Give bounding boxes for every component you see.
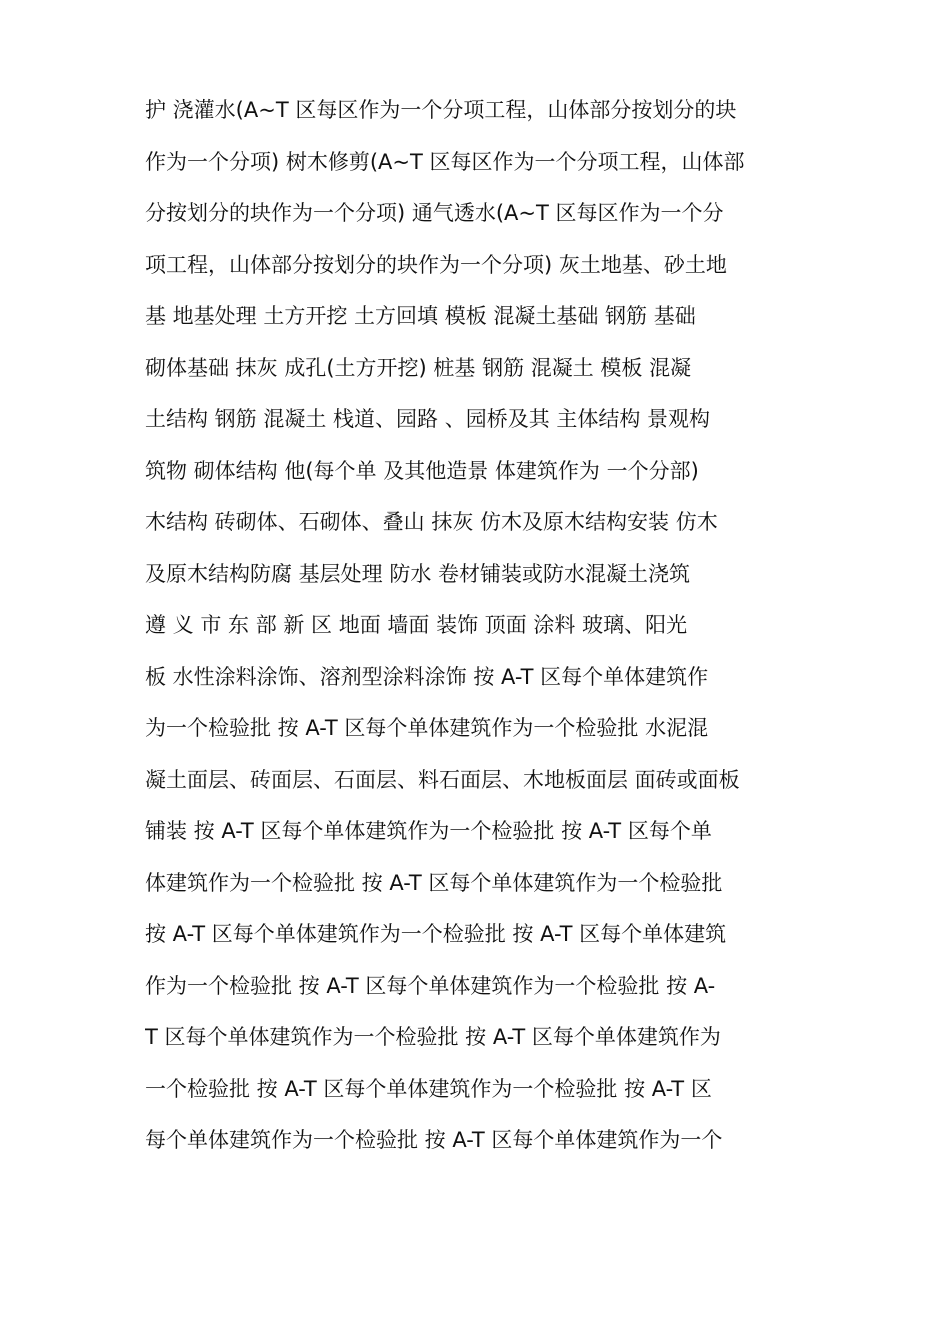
text-line: 分按划分的块作为一个分项) 通气透水(A~T 区每区作为一个分 — [145, 201, 724, 225]
text-line: 土结构 钢筋 混凝土 栈道、园路 、园桥及其 主体结构 景观构 — [145, 407, 711, 431]
text-line: 基 地基处理 土方开挖 土方回填 模板 混凝土基础 钢筋 基础 — [145, 304, 696, 328]
text-line: 为一个检验批 按 A-T 区每个单体建筑作为一个检验批 水泥混 — [145, 716, 709, 740]
text-line: 项工程，山体部分按划分的块作为一个分项) 灰土地基、砂土地 — [145, 252, 727, 277]
text-line: 铺装 按 A-T 区每个单体建筑作为一个检验批 按 A-T 区每个单 — [145, 819, 712, 843]
text-line: T 区每个单体建筑作为一个检验批 按 A-T 区每个单体建筑作为 — [145, 1025, 721, 1049]
text-line: 作为一个检验批 按 A-T 区每个单体建筑作为一个检验批 按 A- — [145, 973, 716, 998]
text-line: 筑物 砌体结构 他(每个单 及其他造景 体建筑作为 一个分部) — [145, 458, 699, 483]
text-line: 及原木结构防腐 基层处理 防水 卷材铺装或防水混凝土浇筑 — [145, 561, 691, 586]
text-line: 体建筑作为一个检验批 按 A-T 区每个单体建筑作为一个检验批 — [145, 870, 723, 895]
text-line: 木结构 砖砌体、石砌体、叠山 抹灰 仿木及原木结构安装 仿木 — [145, 510, 718, 534]
text-line: 每个单体建筑作为一个检验批 按 A-T 区每个单体建筑作为一个 — [145, 1128, 723, 1152]
text-line: 遵 义 市 东 部 新 区 地面 墙面 装饰 顶面 涂料 玻璃、阳光 — [145, 613, 688, 637]
text-line: 护 浇灌水(A~T 区每区作为一个分项工程，山体部分按划分的块 — [145, 98, 737, 122]
body-text — [145, 88, 815, 1170]
text-line: 砌体基础 抹灰 成孔(土方开挖) 桩基 钢筋 混凝土 模板 混凝 — [145, 355, 692, 380]
text-line: 凝土面层、砖面层、石面层、料石面层、木地板面层 面砖或面板 — [145, 767, 740, 792]
text-line: 一个检验批 按 A-T 区每个单体建筑作为一个检验批 按 A-T 区 — [145, 1076, 712, 1101]
text-line: 板 水性涂料涂饰、溶剂型涂料涂饰 按 A-T 区每个单体建筑作 — [145, 664, 709, 689]
text-line: 按 A-T 区每个单体建筑作为一个检验批 按 A-T 区每个单体建筑 — [145, 922, 727, 946]
text-line: 作为一个分项) 树木修剪(A~T 区每区作为一个分项工程，山体部 — [145, 149, 745, 174]
